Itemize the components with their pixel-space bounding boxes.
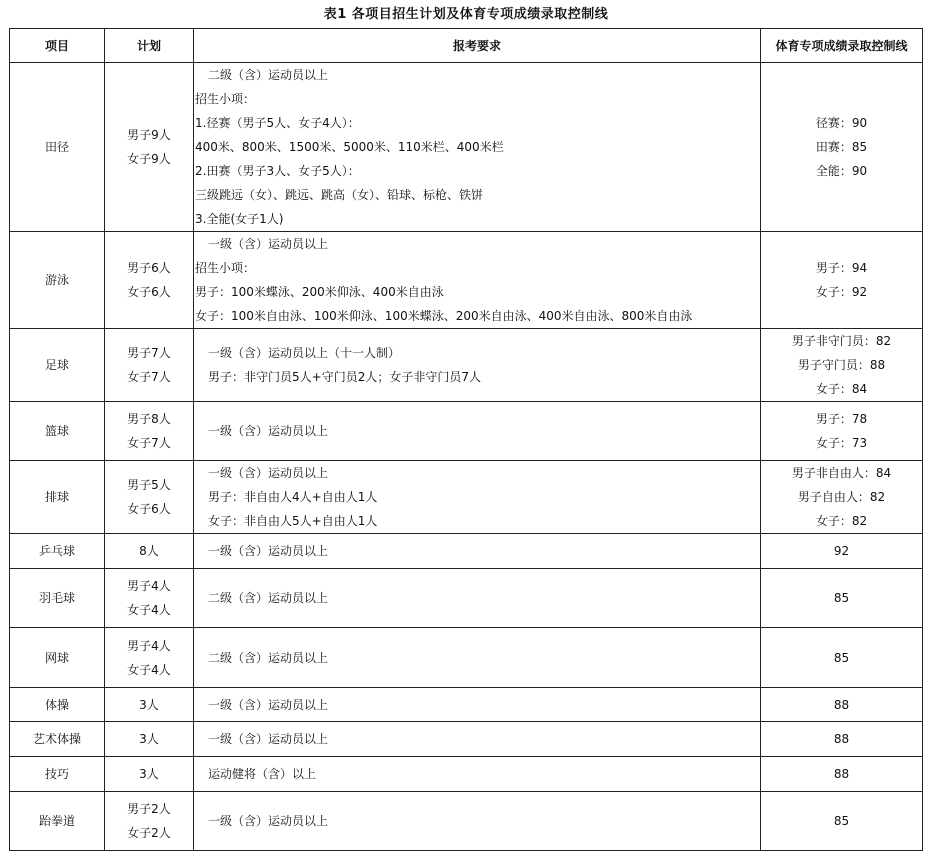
score-line: 男子非守门员：82	[791, 334, 892, 348]
cell-requirement	[194, 722, 761, 757]
score-line: 85	[833, 591, 850, 605]
requirement-line: 招生小项：	[195, 261, 256, 275]
cell-project: 田径	[10, 63, 105, 232]
cell-requirement	[194, 569, 761, 628]
cell-plan	[105, 688, 194, 722]
plan-line: 女子4人	[127, 603, 171, 617]
plan-line: 男子8人	[127, 412, 171, 426]
requirement-line: 男子：非自由人4人+自由人1人	[208, 490, 378, 504]
plan-line: 男子7人	[127, 346, 171, 360]
plan-line: 女子7人	[127, 436, 171, 450]
cell-score-line	[761, 688, 923, 722]
table-row	[10, 688, 923, 722]
score-line: 女子：82	[815, 514, 868, 528]
cell-project: 跆拳道	[10, 792, 105, 851]
requirement-line: 三级跳远（女）、跳远、跳高（女）、铅球、标枪、铁饼	[195, 188, 484, 202]
plan-line: 男子5人	[127, 478, 171, 492]
requirement-line: 1.径赛（男子5人、女子4人）：	[195, 116, 360, 130]
score-line: 88	[833, 732, 850, 746]
cell-plan	[105, 757, 194, 792]
cell-plan	[105, 232, 194, 329]
cell-plan	[105, 534, 194, 569]
cell-requirement	[194, 534, 761, 569]
cell-score-line	[761, 757, 923, 792]
cell-plan	[105, 63, 194, 232]
requirement-line: 一级（含）运动员以上	[208, 697, 329, 712]
requirement-line: 二级（含）运动员以上	[208, 68, 329, 82]
cell-requirement	[194, 792, 761, 851]
plan-line: 3人	[139, 697, 159, 712]
requirement-line: 一级（含）运动员以上	[208, 544, 329, 558]
table-row	[10, 792, 923, 851]
score-line: 88	[833, 697, 850, 712]
cell-plan	[105, 569, 194, 628]
requirement-line: 3.全能(女子1人)	[195, 212, 284, 226]
cell-project: 体操	[10, 688, 105, 722]
table-row	[10, 628, 923, 688]
cell-plan	[105, 329, 194, 402]
requirement-line: 400米、800米、1500米、5000米、110米栏、400米栏	[195, 140, 504, 154]
plan-line: 女子7人	[127, 370, 171, 384]
requirement-line: 一级（含）运动员以上	[208, 732, 329, 746]
requirement-line: 男子：100米蝶泳、200米仰泳、400米自由泳	[195, 285, 444, 299]
header-requirement: 报考要求	[194, 29, 761, 63]
cell-score-line	[761, 232, 923, 329]
plan-line: 女子2人	[127, 826, 171, 840]
cell-project: 乒乓球	[10, 534, 105, 569]
score-line: 男子守门员：88	[797, 358, 886, 372]
cell-score-line	[761, 569, 923, 628]
admission-table	[9, 28, 923, 851]
table-body	[10, 63, 923, 851]
cell-score-line	[761, 402, 923, 461]
score-line: 男子非自由人：84	[791, 466, 892, 480]
table-row	[10, 402, 923, 461]
plan-line: 8人	[139, 544, 159, 558]
cell-requirement	[194, 461, 761, 534]
header-score-line: 体育专项成绩录取控制线	[761, 29, 923, 63]
score-line: 92	[833, 544, 850, 558]
requirement-line: 一级（含）运动员以上	[208, 424, 329, 438]
table-row	[10, 63, 923, 232]
score-line: 径赛：90	[815, 116, 868, 130]
cell-project: 篮球	[10, 402, 105, 461]
cell-project: 排球	[10, 461, 105, 534]
cell-requirement	[194, 628, 761, 688]
cell-requirement	[194, 688, 761, 722]
cell-plan	[105, 628, 194, 688]
plan-line: 男子6人	[127, 261, 171, 275]
table-row	[10, 329, 923, 402]
plan-line: 女子4人	[127, 662, 171, 677]
requirement-line: 女子：100米自由泳、100米仰泳、100米蝶泳、200米自由泳、400米自由泳、800米自由泳	[195, 309, 693, 323]
cell-plan	[105, 792, 194, 851]
requirement-line: 二级（含）运动员以上	[208, 650, 329, 665]
cell-project: 游泳	[10, 232, 105, 329]
cell-score-line	[761, 792, 923, 851]
cell-project: 羽毛球	[10, 569, 105, 628]
cell-plan	[105, 402, 194, 461]
table-row	[10, 569, 923, 628]
plan-line: 女子9人	[127, 152, 171, 166]
score-line: 男子自由人：82	[797, 490, 886, 504]
cell-project: 技巧	[10, 757, 105, 792]
cell-plan	[105, 461, 194, 534]
plan-line: 男子4人	[127, 638, 171, 653]
cell-score-line	[761, 461, 923, 534]
score-line: 女子：92	[815, 285, 868, 299]
cell-score-line	[761, 628, 923, 688]
cell-requirement	[194, 63, 761, 232]
cell-score-line	[761, 63, 923, 232]
score-line: 85	[833, 650, 850, 665]
cell-requirement	[194, 232, 761, 329]
score-line: 85	[833, 814, 850, 828]
table-row	[10, 722, 923, 757]
header-project: 项目	[10, 29, 105, 63]
cell-requirement	[194, 329, 761, 402]
requirement-line: 招生小项：	[195, 92, 256, 106]
cell-score-line	[761, 329, 923, 402]
requirement-line: 一级（含）运动员以上	[208, 466, 329, 480]
score-line: 女子：84	[815, 382, 868, 396]
score-line: 男子：78	[815, 412, 868, 426]
table-row	[10, 461, 923, 534]
table-row	[10, 757, 923, 792]
plan-line: 3人	[139, 732, 159, 746]
score-line: 女子：73	[815, 436, 868, 450]
table-row	[10, 534, 923, 569]
requirement-line: 女子：非自由人5人+自由人1人	[208, 514, 378, 528]
cell-project: 足球	[10, 329, 105, 402]
score-line: 男子：94	[815, 261, 868, 275]
requirement-line: 一级（含）运动员以上	[208, 237, 329, 251]
cell-project: 网球	[10, 628, 105, 688]
cell-score-line	[761, 722, 923, 757]
cell-project: 艺术体操	[10, 722, 105, 757]
requirement-line: 一级（含）运动员以上（十一人制）	[208, 346, 401, 360]
cell-requirement	[194, 757, 761, 792]
requirement-line: 一级（含）运动员以上	[208, 814, 329, 828]
plan-line: 男子9人	[127, 128, 171, 142]
requirement-line: 二级（含）运动员以上	[208, 591, 329, 605]
requirement-line: 运动健将（含）以上	[208, 767, 317, 781]
table-row	[10, 232, 923, 329]
header-plan: 计划	[105, 29, 194, 63]
cell-score-line	[761, 534, 923, 569]
plan-line: 女子6人	[127, 502, 171, 516]
score-line: 全能：90	[815, 164, 868, 178]
header-row	[10, 29, 923, 63]
plan-line: 3人	[139, 767, 159, 781]
plan-line: 女子6人	[127, 285, 171, 299]
plan-line: 男子4人	[127, 579, 171, 593]
requirement-line: 男子：非守门员5人+守门员2人；女子非守门员7人	[208, 370, 481, 384]
score-line: 88	[833, 767, 850, 781]
cell-plan	[105, 722, 194, 757]
requirement-line: 2.田赛（男子3人、女子5人）：	[195, 164, 360, 178]
table-caption: 表1 各项目招生计划及体育专项成绩录取控制线	[323, 7, 609, 22]
score-line: 田赛：85	[815, 140, 868, 154]
cell-requirement	[194, 402, 761, 461]
plan-line: 男子2人	[127, 802, 171, 816]
